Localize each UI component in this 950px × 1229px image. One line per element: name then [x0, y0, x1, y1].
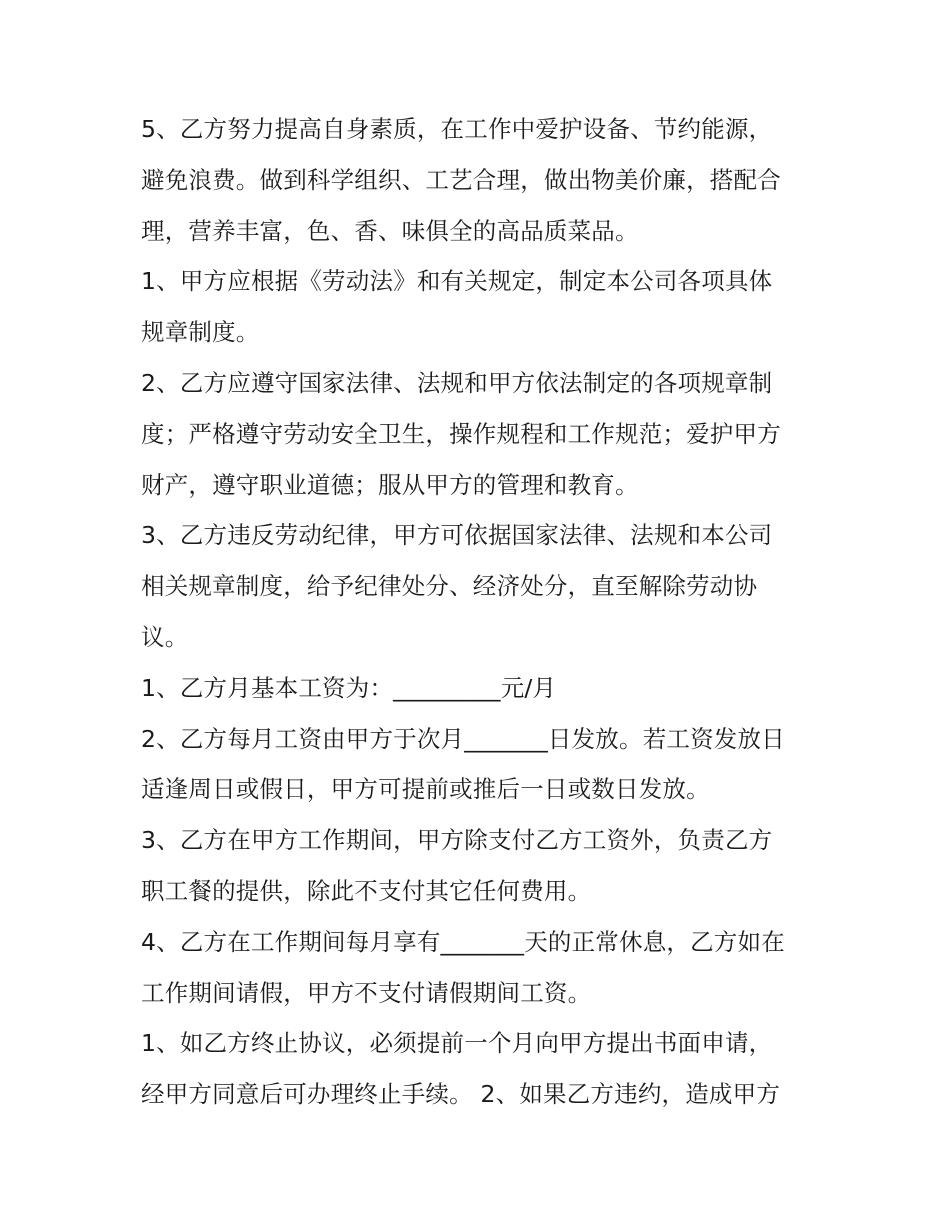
text-line: 避免浪费。做到科学组织、工艺合理，做出物美价廉，搭配合	[141, 165, 781, 194]
text-line: 2、乙方应遵守国家法律、法规和甲方依法制定的各项规章制	[141, 368, 773, 397]
text-line: 工作期间请假，甲方不支付请假期间工资。	[141, 978, 592, 1007]
text-line: 1、甲方应根据《劳动法》和有关规定，制定本公司各项具体	[141, 267, 773, 296]
text-line: 3、乙方在甲方工作期间，甲方除支付乙方工资外，负责乙方	[141, 826, 773, 855]
document-body	[141, 104, 821, 1120]
text-line: 规章制度。	[141, 318, 260, 347]
text-line: 1、乙方月基本工资为：_________元/月	[141, 673, 557, 702]
text-line: 财产，遵守职业道德；服从甲方的管理和教育。	[141, 470, 639, 499]
text-line: 经甲方同意后可办理终止手续。 2、如果乙方违约，造成甲方	[141, 1080, 781, 1109]
text-line: 5、乙方努力提高自身素质，在工作中爱护设备、节约能源，	[141, 115, 773, 143]
text-line: 职工餐的提供，除此不支付其它任何费用。	[141, 876, 592, 905]
text-line: 3、乙方违反劳动纪律，甲方可依据国家法律、法规和本公司	[141, 521, 773, 550]
text-line: 度；严格遵守劳动安全卫生，操作规程和工作规范；爱护甲方	[141, 419, 781, 448]
text-line: 4、乙方在工作期间每月享有_______天的正常休息，乙方如在	[141, 927, 785, 956]
text-line: 适逢周日或假日，甲方可提前或推后一日或数日发放。	[141, 775, 710, 804]
text-line: 相关规章制度，给予纪律处分、经济处分，直至解除劳动协	[141, 572, 758, 601]
text-line: 2、乙方每月工资由甲方于次月_______日发放。若工资发放日	[141, 724, 785, 753]
text-line: 议。	[141, 622, 189, 651]
text-line: 1、如乙方终止协议，必须提前一个月向甲方提出书面申请，	[141, 1029, 773, 1058]
text-line: 理，营养丰富，色、香、味俱全的高品质菜品。	[141, 216, 639, 245]
